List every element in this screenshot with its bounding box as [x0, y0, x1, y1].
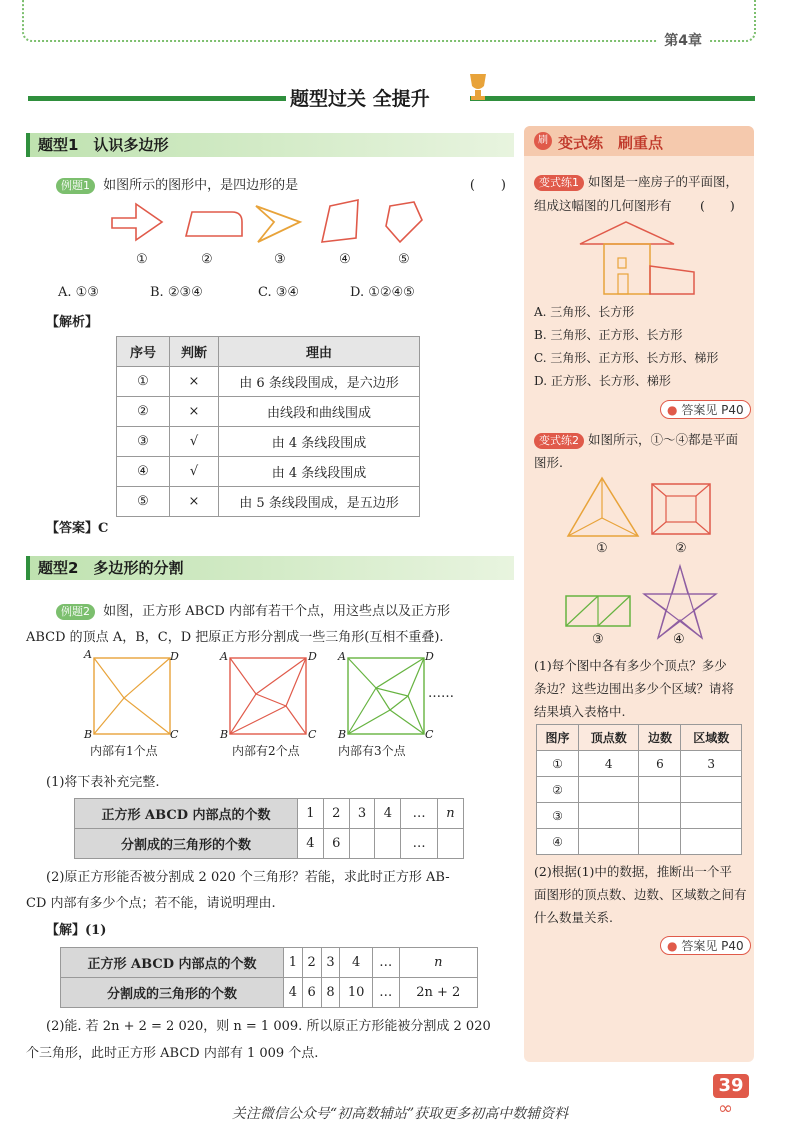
v2-label-4: ④: [673, 632, 685, 647]
v2-table: 图序 顶点数 边数 区域数 ① 4 6 3 ② ③ ④: [536, 724, 742, 855]
v2-p1-l1: (1)每个图中各有多少个顶点？多少: [534, 658, 727, 673]
option-b: B. ②③④: [150, 285, 203, 300]
solution-label: 【解】(1): [46, 923, 107, 938]
v1-paren: ( ): [700, 198, 735, 213]
table-row: ④ √ 由 4 条线段围成: [117, 457, 420, 487]
shape-label-2: ②: [201, 252, 213, 267]
example1-paren: ( ): [469, 178, 506, 193]
analysis-label: 【解析】: [46, 315, 99, 330]
vertex-c-1: C: [170, 728, 179, 741]
question-table: [74, 798, 464, 859]
shape-dart: [256, 206, 300, 242]
sidebar-title: 变式练 刷重点: [558, 134, 664, 152]
vertex-a-1: A: [84, 648, 92, 661]
example2-line2: ABCD 的顶点 A，B，C，D 把原正方形分割成一些三角形(互相不重叠).: [26, 630, 444, 645]
shape-label-3: ③: [274, 252, 286, 267]
pin-icon: ●: [667, 939, 678, 953]
v2-p2-l3: 什么数量关系.: [534, 910, 613, 925]
pin-icon: ●: [667, 403, 678, 417]
footer-note: 关注微信公众号“初高数辅站”获取更多初高中数辅资料: [231, 1106, 569, 1122]
vertex-c-2: C: [308, 728, 317, 741]
house-figure: [574, 218, 700, 296]
option-c: C. ③④: [258, 285, 300, 300]
brush-icon: 刷: [534, 132, 552, 150]
table-row: ②: [537, 777, 742, 803]
table-row: ④: [537, 829, 742, 855]
example1-shapes: [100, 198, 440, 246]
top-border: [22, 0, 756, 42]
shape-quad: [322, 200, 358, 242]
table-row: 正方形 ABCD 内部点的个数 1 2 3 4 … n: [75, 799, 464, 829]
v1-line1: 变式练1 如图是一座房子的平面图，: [534, 172, 748, 191]
answer-1: 【答案】C: [46, 521, 109, 536]
vertex-d-2: D: [308, 650, 317, 663]
vertex-d-1: D: [170, 650, 179, 663]
table-row: ② × 由线段和曲线围成: [117, 397, 420, 427]
title-band-right: [470, 96, 755, 101]
table-row: ③ √ 由 4 条线段围成: [117, 427, 420, 457]
fig-label-2: 内部有2个点: [232, 744, 300, 758]
example1-tag: 例题1: [56, 178, 95, 194]
example2-tag: 例题2: [56, 604, 95, 620]
v1-line2: 组成这幅图的几何图形有: [534, 198, 672, 213]
fig-label-3: 内部有3个点: [338, 744, 406, 758]
table-row: 分割成的三角形的个数 4 6 …: [75, 829, 464, 859]
band-title: 题型过关 全提升: [290, 88, 430, 110]
v2-line2: 图形.: [534, 455, 563, 470]
vertex-a-3: A: [338, 650, 346, 663]
section1-header: 题型1 认识多边形: [26, 133, 514, 157]
table-row: ③: [537, 803, 742, 829]
infinity-icon: ∞: [718, 1098, 733, 1119]
shape-pentagon: [386, 202, 422, 242]
vertex-b-2: B: [220, 728, 229, 741]
v1-answer-link[interactable]: ● 答案见 P40: [660, 400, 751, 419]
vertex-b-3: B: [338, 728, 347, 741]
vertex-a-2: A: [220, 650, 228, 663]
shape-label-5: ⑤: [398, 252, 410, 267]
v2-label-3: ③: [592, 632, 604, 647]
v1-option-c: C. 三角形、正方形、长方形、梯形: [534, 351, 719, 365]
option-a: A. ①③: [58, 285, 99, 300]
part1-text: (1)将下表补充完整.: [46, 775, 160, 790]
v2-figures: [560, 474, 740, 644]
vertex-c-3: C: [425, 728, 434, 741]
shape-label-4: ④: [339, 252, 351, 267]
example1-text: 如图所示的图形中，是四边形的是: [103, 178, 299, 193]
v1-option-b: B. 三角形、正方形、长方形: [534, 328, 683, 342]
fig-label-1: 内部有1个点: [90, 744, 158, 758]
th-judge: 判断: [170, 337, 219, 367]
vertex-d-3: D: [425, 650, 434, 663]
more-dots: ……: [428, 686, 454, 701]
solution2-line1: (2)能. 若 2n + 2 = 2 020，则 n = 1 009. 所以原正方形能被分割成 2 020: [46, 1019, 491, 1034]
th-no: 序号: [117, 337, 170, 367]
section2-header: 题型2 多边形的分割: [26, 556, 514, 580]
v2-label-2: ②: [675, 541, 687, 556]
part2-line2: CD 内部有多少个点；若不能，请说明理由.: [26, 896, 276, 911]
example2-line1: 例题2 如图，正方形 ABCD 内部有若干个点，用这些点以及正方形: [56, 600, 506, 620]
table-row: ① × 由 6 条线段围成，是六边形: [117, 367, 420, 397]
table-row: 分割成的三角形的个数 4 6 8 10 … 2n + 2: [61, 978, 478, 1008]
chapter-label: 第4章: [658, 30, 708, 50]
v1-option-d: D. 正方形、长方形、梯形: [534, 374, 671, 388]
vertex-b-1: B: [84, 728, 93, 741]
shape-label-1: ①: [136, 252, 148, 267]
trophy-icon: [462, 70, 492, 104]
v2-line1: 变式练2 如图所示，①～④都是平面: [534, 430, 748, 449]
solution2-line2: 个三角形，此时正方形 ABCD 内部有 1 009 个点.: [26, 1046, 319, 1061]
th-reason: 理由: [219, 337, 420, 367]
v1-option-a: A. 三角形、长方形: [534, 305, 635, 319]
division-figures: [80, 650, 460, 742]
title-band-left: [28, 96, 286, 101]
example1-question: [56, 174, 506, 194]
option-d: D. ①②④⑤: [350, 285, 415, 300]
v2-p1-l3: 结果填入表格中.: [534, 704, 626, 719]
v1-tag: 变式练1: [534, 175, 584, 191]
v2-tag: 变式练2: [534, 433, 584, 449]
answer-table: [60, 947, 478, 1008]
table-row: 正方形 ABCD 内部点的个数 1 2 3 4 … n: [61, 948, 478, 978]
part2-line1: (2)原正方形能否被分割成 2 020 个三角形？若能，求此时正方形 AB-: [46, 870, 450, 885]
v2-label-1: ①: [596, 541, 608, 556]
v2-p2-l1: (2)根据(1)中的数据，推断出一个平: [534, 864, 732, 879]
table-row: ① 4 6 3: [537, 751, 742, 777]
shape-arrow: [112, 204, 162, 240]
v2-p1-l2: 条边？这些边围出多少个区域？请将: [534, 681, 735, 696]
table-row: ⑤ × 由 5 条线段围成，是五边形: [117, 487, 420, 517]
v2-p2-l2: 面图形的顶点数、边数、区域数之间有: [534, 887, 747, 902]
analysis-table: [116, 336, 420, 517]
shape-curved: [186, 212, 242, 236]
page-number: 39: [713, 1074, 749, 1098]
v2-answer-link[interactable]: ● 答案见 P40: [660, 936, 751, 955]
